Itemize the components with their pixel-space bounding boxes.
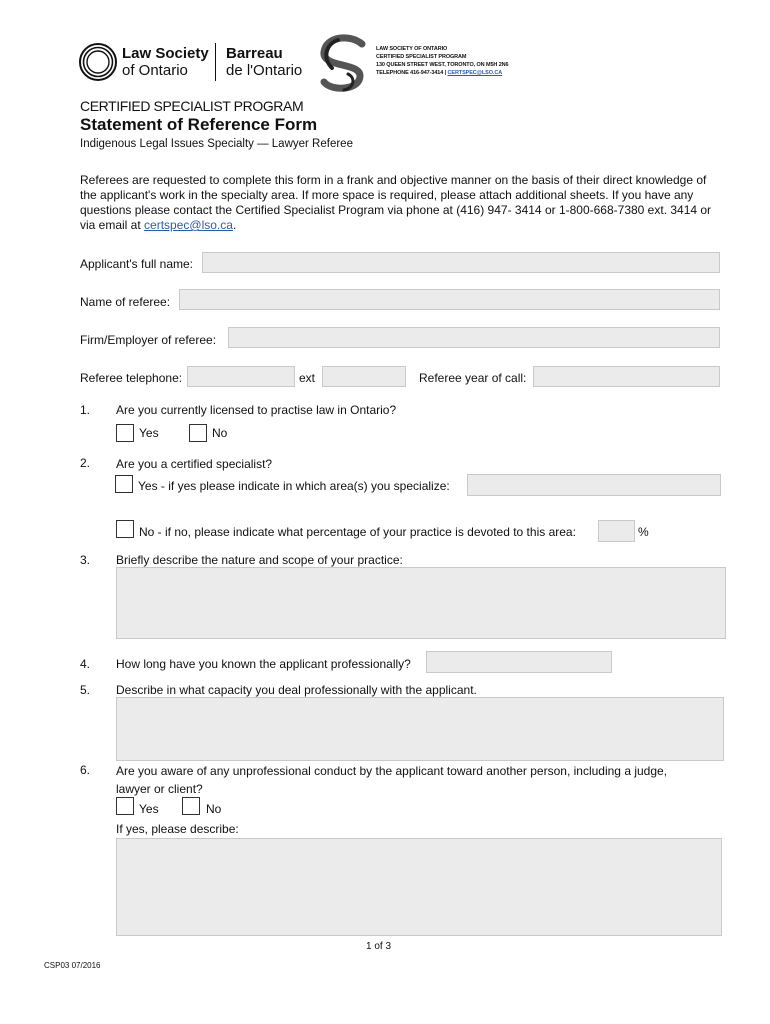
address-line2: CERTIFIED SPECIALIST PROGRAM <box>376 54 467 60</box>
q2-percent-sign: % <box>638 525 649 539</box>
q1-no-checkbox[interactable] <box>189 424 207 442</box>
q2-yes-label: Yes - if yes please indicate in which area(s) you specialize: <box>138 479 450 493</box>
logo-divider <box>215 43 216 81</box>
address-contact <box>376 70 502 77</box>
firm-label: Firm/Employer of referee: <box>80 333 217 347</box>
lso-logo-icon <box>78 42 118 82</box>
form-title: Statement of Reference Form <box>80 115 318 134</box>
q5-text: Describe in what capacity you deal professionally with the applicant. <box>116 683 477 697</box>
form-code: CSP03 07/2016 <box>44 961 101 970</box>
year-of-call-label: Referee year of call: <box>419 371 527 385</box>
q6-yes-label: Yes <box>139 802 159 816</box>
q1-no-label: No <box>212 426 228 440</box>
q2-specialty-input[interactable] <box>467 474 721 496</box>
q6-text-line2: lawyer or client? <box>116 782 203 796</box>
firm-input[interactable] <box>228 327 720 348</box>
page-number: 1 of 3 <box>366 941 392 952</box>
program-title: CERTIFIED SPECIALIST PROGRAM <box>80 98 304 114</box>
q4-duration-input[interactable] <box>426 651 612 673</box>
q1-number: 1. <box>80 403 91 417</box>
referee-name-label: Name of referee: <box>80 295 171 309</box>
q6-no-checkbox[interactable] <box>182 797 200 815</box>
q5-number: 5. <box>80 683 91 697</box>
referee-telephone-input[interactable] <box>187 366 295 387</box>
address-line3: 130 QUEEN STREET WEST, TORONTO, ON M5H 2N6 <box>376 62 509 68</box>
q3-number: 3. <box>80 553 91 567</box>
intro-text: Referees are requested to complete this form in a frank and objective manner on the basis of their direct knowledge of the applicant's work in the specialty area. If more space is required, please attach additional sheets. If you have any questions please contact the Certified Specialist Program via phone at (416) 947- 3414 or 1-800-668-7380 ext. 3414 or via email at <box>80 173 712 232</box>
q2-no-label: No - if no, please indicate what percentage of your practice is devoted to this area: <box>139 525 576 539</box>
applicant-name-label: Applicant's full name: <box>80 257 194 271</box>
q6-describe-label: If yes, please describe: <box>116 822 239 836</box>
q1-yes-label: Yes <box>139 426 159 440</box>
referee-telephone-label: Referee telephone: <box>80 371 183 385</box>
q6-text-line1: Are you aware of any unprofessional conduct by the applicant toward another person, including a judge, <box>116 764 668 778</box>
lso-name-fr-line1: Barreau <box>226 45 283 62</box>
lso-name-en-line1: Law Society <box>122 45 209 62</box>
address-line1: LAW SOCIETY OF ONTARIO <box>376 46 448 52</box>
address-phone: TELEPHONE 416-947-3414 | <box>376 70 447 76</box>
applicant-name-input[interactable] <box>202 252 720 273</box>
ext-input[interactable] <box>322 366 406 387</box>
q2-number: 2. <box>80 456 91 470</box>
q6-number: 6. <box>80 763 91 777</box>
referee-name-input[interactable] <box>179 289 720 310</box>
intro-email-link[interactable]: certspec@lso.ca <box>144 218 233 232</box>
year-of-call-input[interactable] <box>533 366 720 387</box>
ext-label: ext <box>299 371 316 385</box>
q2-text: Are you a certified specialist? <box>116 457 273 471</box>
form-subtitle: Indigenous Legal Issues Specialty — Lawyer Referee <box>80 138 353 150</box>
lso-name-fr-line2: de l'Ontario <box>226 62 303 79</box>
intro-end: . <box>232 218 237 232</box>
q1-yes-checkbox[interactable] <box>116 424 134 442</box>
q6-yes-checkbox[interactable] <box>116 797 134 815</box>
q1-text: Are you currently licensed to practise law in Ontario? <box>116 403 397 417</box>
q2-yes-checkbox[interactable] <box>115 475 133 493</box>
address-email-link[interactable]: CERTSPEC@LSO.CA <box>447 70 503 76</box>
q4-number: 4. <box>80 657 91 671</box>
q3-practice-textarea[interactable] <box>116 567 726 639</box>
intro-paragraph <box>80 173 720 233</box>
q3-text: Briefly describe the nature and scope of your practice: <box>116 553 403 567</box>
q6-description-textarea[interactable] <box>116 838 722 936</box>
certified-specialist-logo-icon <box>318 34 372 96</box>
q4-text: How long have you known the applicant professionally? <box>116 657 411 671</box>
q2-no-checkbox[interactable] <box>116 520 134 538</box>
q5-capacity-textarea[interactable] <box>116 697 724 761</box>
lso-name-en-line2: of Ontario <box>122 62 188 79</box>
q2-percentage-input[interactable] <box>598 520 635 542</box>
q6-no-label: No <box>206 802 222 816</box>
